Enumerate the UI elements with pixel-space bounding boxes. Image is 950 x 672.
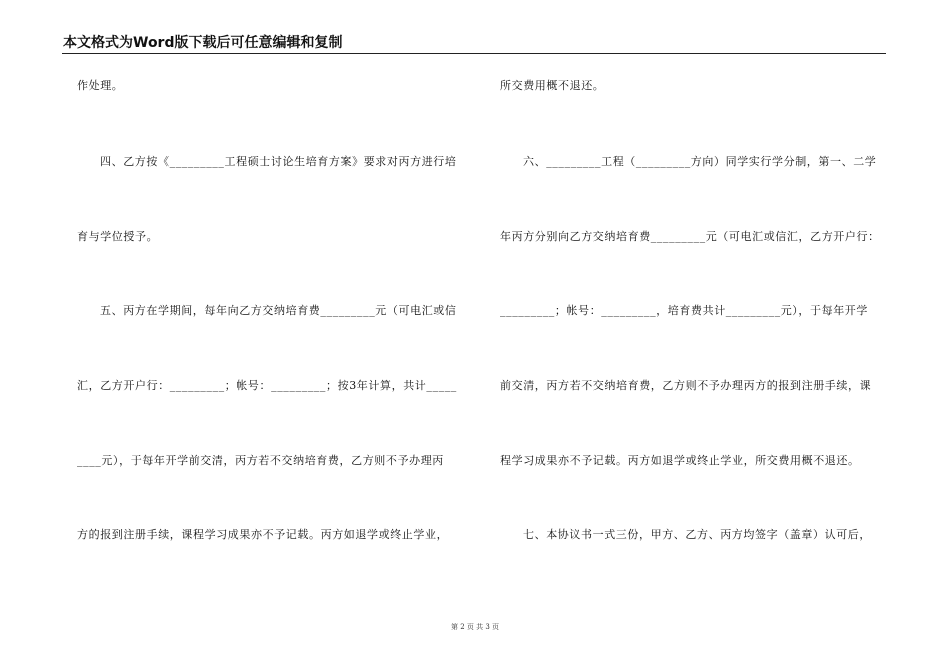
paragraph-line: 六、_________工程（_________方向）同学实行学分制，第一、二学 (523, 155, 877, 168)
paragraph-line: 方的报到注册手续，课程学习成果亦不予记载。丙方如退学或终止学业， (77, 528, 449, 541)
paragraph-line: 五、丙方在学期间，每年向乙方交纳培育费_________元（可电汇或信 (100, 304, 457, 317)
paragraph-line: 四、乙方按《_________工程硕士讨论生培育方案》要求对丙方进行培 (100, 155, 457, 168)
header-divider (62, 53, 886, 54)
paragraph-line: 年丙方分别向乙方交纳培育费_________元（可电汇或信汇，乙方开户行： (500, 230, 880, 243)
paragraph-line: 育与学位授予。 (77, 230, 159, 243)
paragraph-line: 所交费用概不退还。 (500, 79, 605, 92)
paragraph-line: 汇，乙方开户行：_________；帐号：_________；按3年计算，共计_____ (77, 379, 457, 392)
page-number-footer: 第 2 页 共 3 页 (450, 623, 500, 631)
document-header-title: 本文格式为Word版下载后可任意编辑和复制 (63, 35, 343, 51)
paragraph-line: 程学习成果亦不予记载。丙方如退学或终止学业，所交费用概不退还。 (500, 454, 860, 467)
paragraph-line: ____元），于每年开学前交清，丙方若不交纳培育费，乙方则不予办理丙 (77, 454, 444, 467)
paragraph-line: _________；帐号：_________，培育费共计_________元），于每年开学 (500, 304, 868, 317)
paragraph-line: 七、本协议书一式三份，甲方、乙方、丙方均签字（盖章）认可后， (523, 528, 871, 541)
paragraph-line: 作处理。 (77, 79, 124, 92)
paragraph-line: 前交清，丙方若不交纳培育费，乙方则不予办理丙方的报到注册手续，课 (500, 379, 872, 392)
